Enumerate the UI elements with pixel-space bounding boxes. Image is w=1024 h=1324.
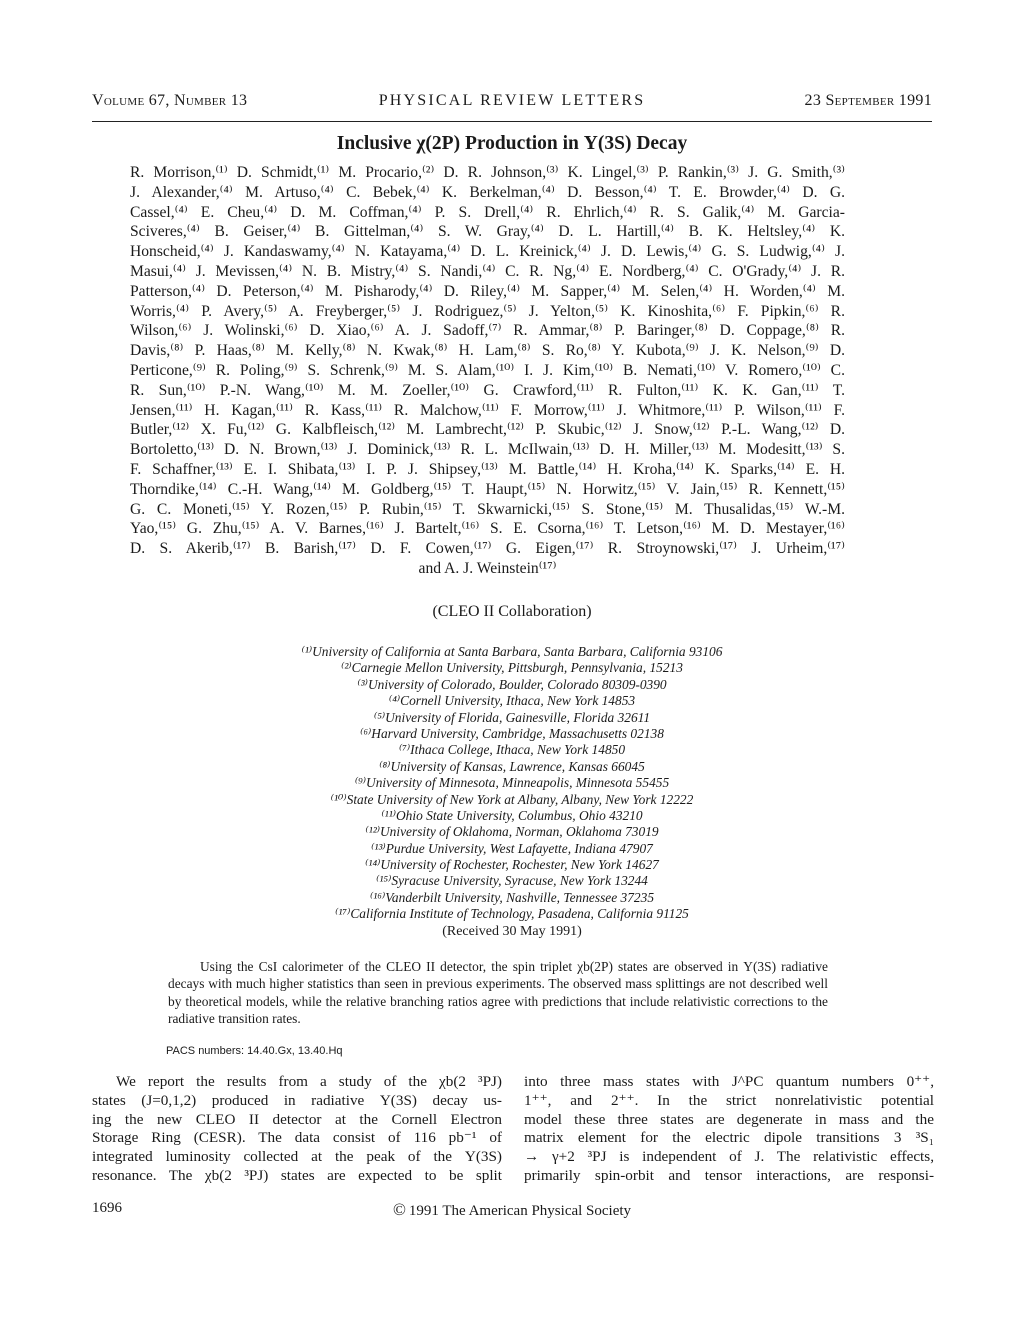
issue-date: 23 September 1991 <box>804 92 932 109</box>
author-line: Patterson,⁽⁴⁾ D. Peterson,⁽⁴⁾ M. Pisharody,⁽⁴⁾ D. Riley,⁽⁴⁾ M. Sapper,⁽⁴⁾ M. Selen,⁽⁴⁾ H. Worden,⁽⁴⁾ M. <box>130 282 845 300</box>
author-line: Thorndike,⁽¹⁴⁾ C.-H. Wang,⁽¹⁴⁾ M. Goldberg,⁽¹⁵⁾ T. Haupt,⁽¹⁵⁾ N. Horwitz,⁽¹⁵⁾ V. Jain,⁽¹⁵⁾ R. Kennett,⁽¹⁵⁾ <box>130 480 846 498</box>
journal-volume: Volume 67, Number 13 <box>92 92 248 109</box>
affiliation-line: ⁽⁵⁾University of Florida, Gainesville, Florida 32611 <box>373 709 651 725</box>
author-line: J. Alexander,⁽⁴⁾ M. Artuso,⁽⁴⁾ C. Bebek,⁽⁴⁾ K. Berkelman,⁽⁴⁾ D. Besson,⁽⁴⁾ T. E. Browder,⁽⁴⁾ D. G. <box>130 183 845 201</box>
author-line: Wilson,⁽⁶⁾ J. Wolinski,⁽⁶⁾ D. Xiao,⁽⁶⁾ A. J. Sadoff,⁽⁷⁾ R. Ammar,⁽⁸⁾ P. Baringer,⁽⁸⁾ D. Coppage,⁽⁸⁾ R. <box>130 322 845 340</box>
affiliation-line: ⁽¹⁶⁾Vanderbilt University, Nashville, Tennessee 37235 <box>369 889 655 905</box>
header-rule <box>92 121 932 122</box>
author-line: Cassel,⁽⁴⁾ E. Cheu,⁽⁴⁾ D. M. Coffman,⁽⁴⁾ P. S. Drell,⁽⁴⁾ R. Ehrlich,⁽⁴⁾ R. S. Galik,⁽⁴⁾ M. Garcia- <box>130 203 845 221</box>
affiliation-line: ⁽¹¹⁾Ohio State University, Columbus, Ohio 43210 <box>381 807 643 823</box>
author-line: Yao,⁽¹⁵⁾ G. Zhu,⁽¹⁵⁾ A. V. Barnes,⁽¹⁶⁾ J. Bartelt,⁽¹⁶⁾ S. E. Csorna,⁽¹⁶⁾ T. Letson,⁽¹⁶⁾ M. D. Mestayer,⁽¹⁶⁾ <box>130 520 845 538</box>
affiliation-line: ⁽⁴⁾Cornell University, Ithaca, New York 14853 <box>388 693 636 709</box>
author-line: R. Sun,⁽¹⁰⁾ P.-N. Wang,⁽¹⁰⁾ M. M. Zoeller,⁽¹⁰⁾ G. Crawford,⁽¹¹⁾ R. Fulton,⁽¹¹⁾ K. K. Gan,⁽¹¹⁾ T. <box>130 381 845 399</box>
author-line: D. S. Akerib,⁽¹⁷⁾ B. Barish,⁽¹⁷⁾ D. F. Cowen,⁽¹⁷⁾ G. Eigen,⁽¹⁷⁾ R. Stroynowski,⁽¹⁷⁾ J. Urheim,⁽¹⁷⁾ <box>130 540 845 558</box>
affiliation-line: ⁽³⁾University of Colorado, Boulder, Colorado 80309-0390 <box>357 676 667 692</box>
affiliation-line: ⁽¹³⁾Purdue University, West Lafayette, Indiana 47907 <box>371 840 653 856</box>
collaboration-name: (CLEO II Collaboration) <box>432 603 592 620</box>
copyright-icon: © <box>392 1200 406 1219</box>
abstract-text: Using the CsI calorimeter of the CLEO II detector, the spin triplet χb(2P) states are observed in Υ(3S) radiative decays with much higher statistics than seen in previous experiments. The observed mass splittings are not described well by theoretical models, while the relative branching ratios agree with predictions that include relativistic corrections to the radiative transition rates. <box>168 959 828 1027</box>
author-line: Butler,⁽¹²⁾ X. Fu,⁽¹²⁾ G. Kalbfleisch,⁽¹²⁾ M. Lambrecht,⁽¹²⁾ P. Skubic,⁽¹²⁾ J. Snow,⁽¹²⁾ P.-L. Wang,⁽¹²⁾ D. <box>130 421 845 439</box>
body-text-line: ing the new CLEO II detector at the Cornell Electron <box>92 1110 502 1128</box>
paper-title: Inclusive χ(2P) Production in Υ(3S) Decay <box>336 133 688 154</box>
affiliation-line: ⁽¹⁵⁾Syracuse University, Syracuse, New York 13244 <box>376 873 648 889</box>
affiliation-line: ⁽⁹⁾University of Minnesota, Minneapolis, Minnesota 55455 <box>354 775 670 791</box>
running-header <box>92 92 932 116</box>
affiliation-line: ⁽¹⁾University of California at Santa Barbara, Santa Barbara, California 93106 <box>301 644 723 659</box>
affiliation-line: ⁽⁶⁾Harvard University, Cambridge, Massachusetts 02138 <box>360 725 664 741</box>
affiliation-line: ⁽¹²⁾University of Oklahoma, Norman, Oklahoma 73019 <box>365 824 659 840</box>
affiliation-line: ⁽¹⁴⁾University of Rochester, Rochester, New York 14627 <box>365 857 659 873</box>
affiliation-line: ⁽⁷⁾Ithaca College, Ithaca, New York 14850 <box>398 742 626 758</box>
affiliation-line: ⁽²⁾Carnegie Mellon University, Pittsburgh, Pennsylvania, 15213 <box>341 660 683 676</box>
page-number: 1696 <box>92 1200 122 1216</box>
author-line: G. C. Moneti,⁽¹⁵⁾ Y. Rozen,⁽¹⁵⁾ P. Rubin,⁽¹⁵⁾ T. Skwarnicki,⁽¹⁵⁾ S. Stone,⁽¹⁵⁾ M. Thusalidas,⁽¹⁵⁾ W.-M. <box>130 500 845 518</box>
author-line: Perticone,⁽⁹⁾ R. Poling,⁽⁹⁾ S. Schrenk,⁽⁹⁾ M. S. Alam,⁽¹⁰⁾ I. J. Kim,⁽¹⁰⁾ B. Nemati,⁽¹⁰⁾ V. Romero,⁽¹⁰⁾ C. <box>130 361 845 379</box>
author-line: Jensen,⁽¹¹⁾ H. Kagan,⁽¹¹⁾ R. Kass,⁽¹¹⁾ R. Malchow,⁽¹¹⁾ F. Morrow,⁽¹¹⁾ J. Whitmore,⁽¹¹⁾ P. Wilson,⁽¹¹⁾ F. <box>130 401 845 419</box>
abstract <box>168 958 828 1028</box>
affiliation-line: ⁽¹⁷⁾California Institute of Technology, Pasadena, California 91125 <box>335 906 689 922</box>
body-text-line: We report the results from a study of the χb(2 ³PJ) <box>116 1073 502 1090</box>
body-text-line: states (J=0,1,2) produced in radiative Υ(3S) decay us- <box>92 1091 502 1109</box>
body-text-line: 1⁺⁺, and 2⁺⁺. In the strict nonrelativistic potential <box>524 1091 934 1109</box>
author-line: Honscheid,⁽⁴⁾ J. Kandaswamy,⁽⁴⁾ N. Katayama,⁽⁴⁾ D. L. Kreinick,⁽⁴⁾ J. D. Lewis,⁽⁴⁾ G. S. Ludwig,⁽⁴⁾ J. <box>130 243 845 261</box>
body-column-right <box>524 1073 934 1186</box>
author-line: Sciveres,⁽⁴⁾ B. Geiser,⁽⁴⁾ B. Gittelman,⁽⁴⁾ S. W. Gray,⁽⁴⁾ D. L. Hartill,⁽⁴⁾ B. K. Heltsley,⁽⁴⁾ K. <box>130 223 845 241</box>
body-text-line: model these three states are degenerate in mass and the <box>524 1110 934 1128</box>
author-line: and A. J. Weinstein⁽¹⁷⁾ <box>418 559 557 577</box>
journal-name: PHYSICAL REVIEW LETTERS <box>378 92 646 109</box>
copyright-text: 1991 The American Physical Society <box>408 1203 632 1219</box>
body-text-line: primarily spin-orbit and tensor interactions, are responsi- <box>524 1166 934 1184</box>
author-line: Masui,⁽⁴⁾ J. Mevissen,⁽⁴⁾ N. B. Mistry,⁽⁴⁾ S. Nandi,⁽⁴⁾ C. R. Ng,⁽⁴⁾ E. Nordberg,⁽⁴⁾ C. O'Grady,⁽⁴⁾ J. R. <box>130 262 845 280</box>
body-column-left <box>92 1073 502 1186</box>
body-text-line: into three mass states with J^PC quantum numbers 0⁺⁺, <box>524 1073 934 1090</box>
body-text-line: Storage Ring (CESR). The data consist of 116 pb⁻¹ of <box>92 1129 502 1147</box>
copyright-notice <box>92 1200 932 1220</box>
page-footer <box>92 1200 932 1222</box>
pacs-numbers: PACS numbers: 14.40.Gx, 13.40.Hq <box>166 1045 343 1057</box>
affiliation-list <box>0 644 1024 940</box>
body-text-line: resonance. The χb(2 ³PJ) states are expected to be split <box>92 1166 502 1184</box>
author-line: Bortoletto,⁽¹³⁾ D. N. Brown,⁽¹³⁾ J. Dominick,⁽¹³⁾ R. L. McIlwain,⁽¹³⁾ D. H. Miller,⁽¹³⁾ M. Modesitt,⁽¹³⁾ S. <box>130 441 845 459</box>
body-text-line: integrated luminosity collected at the peak of the Υ(3S) <box>92 1148 502 1166</box>
author-line: Davis,⁽⁸⁾ P. Haas,⁽⁸⁾ M. Kelly,⁽⁸⁾ N. Kwak,⁽⁸⁾ H. Lam,⁽⁸⁾ S. Ro,⁽⁸⁾ Y. Kubota,⁽⁹⁾ J. K. Nelson,⁽⁹⁾ D. <box>130 342 845 360</box>
author-list <box>130 163 845 579</box>
affiliation-line: ⁽¹⁰⁾State University of New York at Albany, Albany, New York 12222 <box>330 791 694 807</box>
received-date: (Received 30 May 1991) <box>442 923 582 939</box>
body-text-line: → γ+2 ³PJ is independent of J. The relativistic effects, <box>524 1148 934 1166</box>
author-line: F. Schaffner,⁽¹³⁾ E. I. Shibata,⁽¹³⁾ I. P. J. Shipsey,⁽¹³⁾ M. Battle,⁽¹⁴⁾ H. Kroha,⁽¹⁴⁾ K. Sparks,⁽¹⁴⁾ E. H. <box>130 460 845 478</box>
author-line: Worris,⁽⁴⁾ P. Avery,⁽⁵⁾ A. Freyberger,⁽⁵⁾ J. Rodriguez,⁽⁵⁾ J. Yelton,⁽⁵⁾ K. Kinoshita,⁽⁶⁾ F. Pipkin,⁽⁶⁾ R. <box>130 302 845 320</box>
affiliation-line: ⁽⁸⁾University of Kansas, Lawrence, Kansas 66045 <box>379 758 645 774</box>
body-text-line: matrix element for the electric dipole transitions 3 ³S₁ <box>524 1129 934 1147</box>
author-line: R. Morrison,⁽¹⁾ D. Schmidt,⁽¹⁾ M. Procario,⁽²⁾ D. R. Johnson,⁽³⁾ K. Lingel,⁽³⁾ P. Rankin,⁽³⁾ J. G. Smith,⁽³⁾ <box>130 164 846 181</box>
